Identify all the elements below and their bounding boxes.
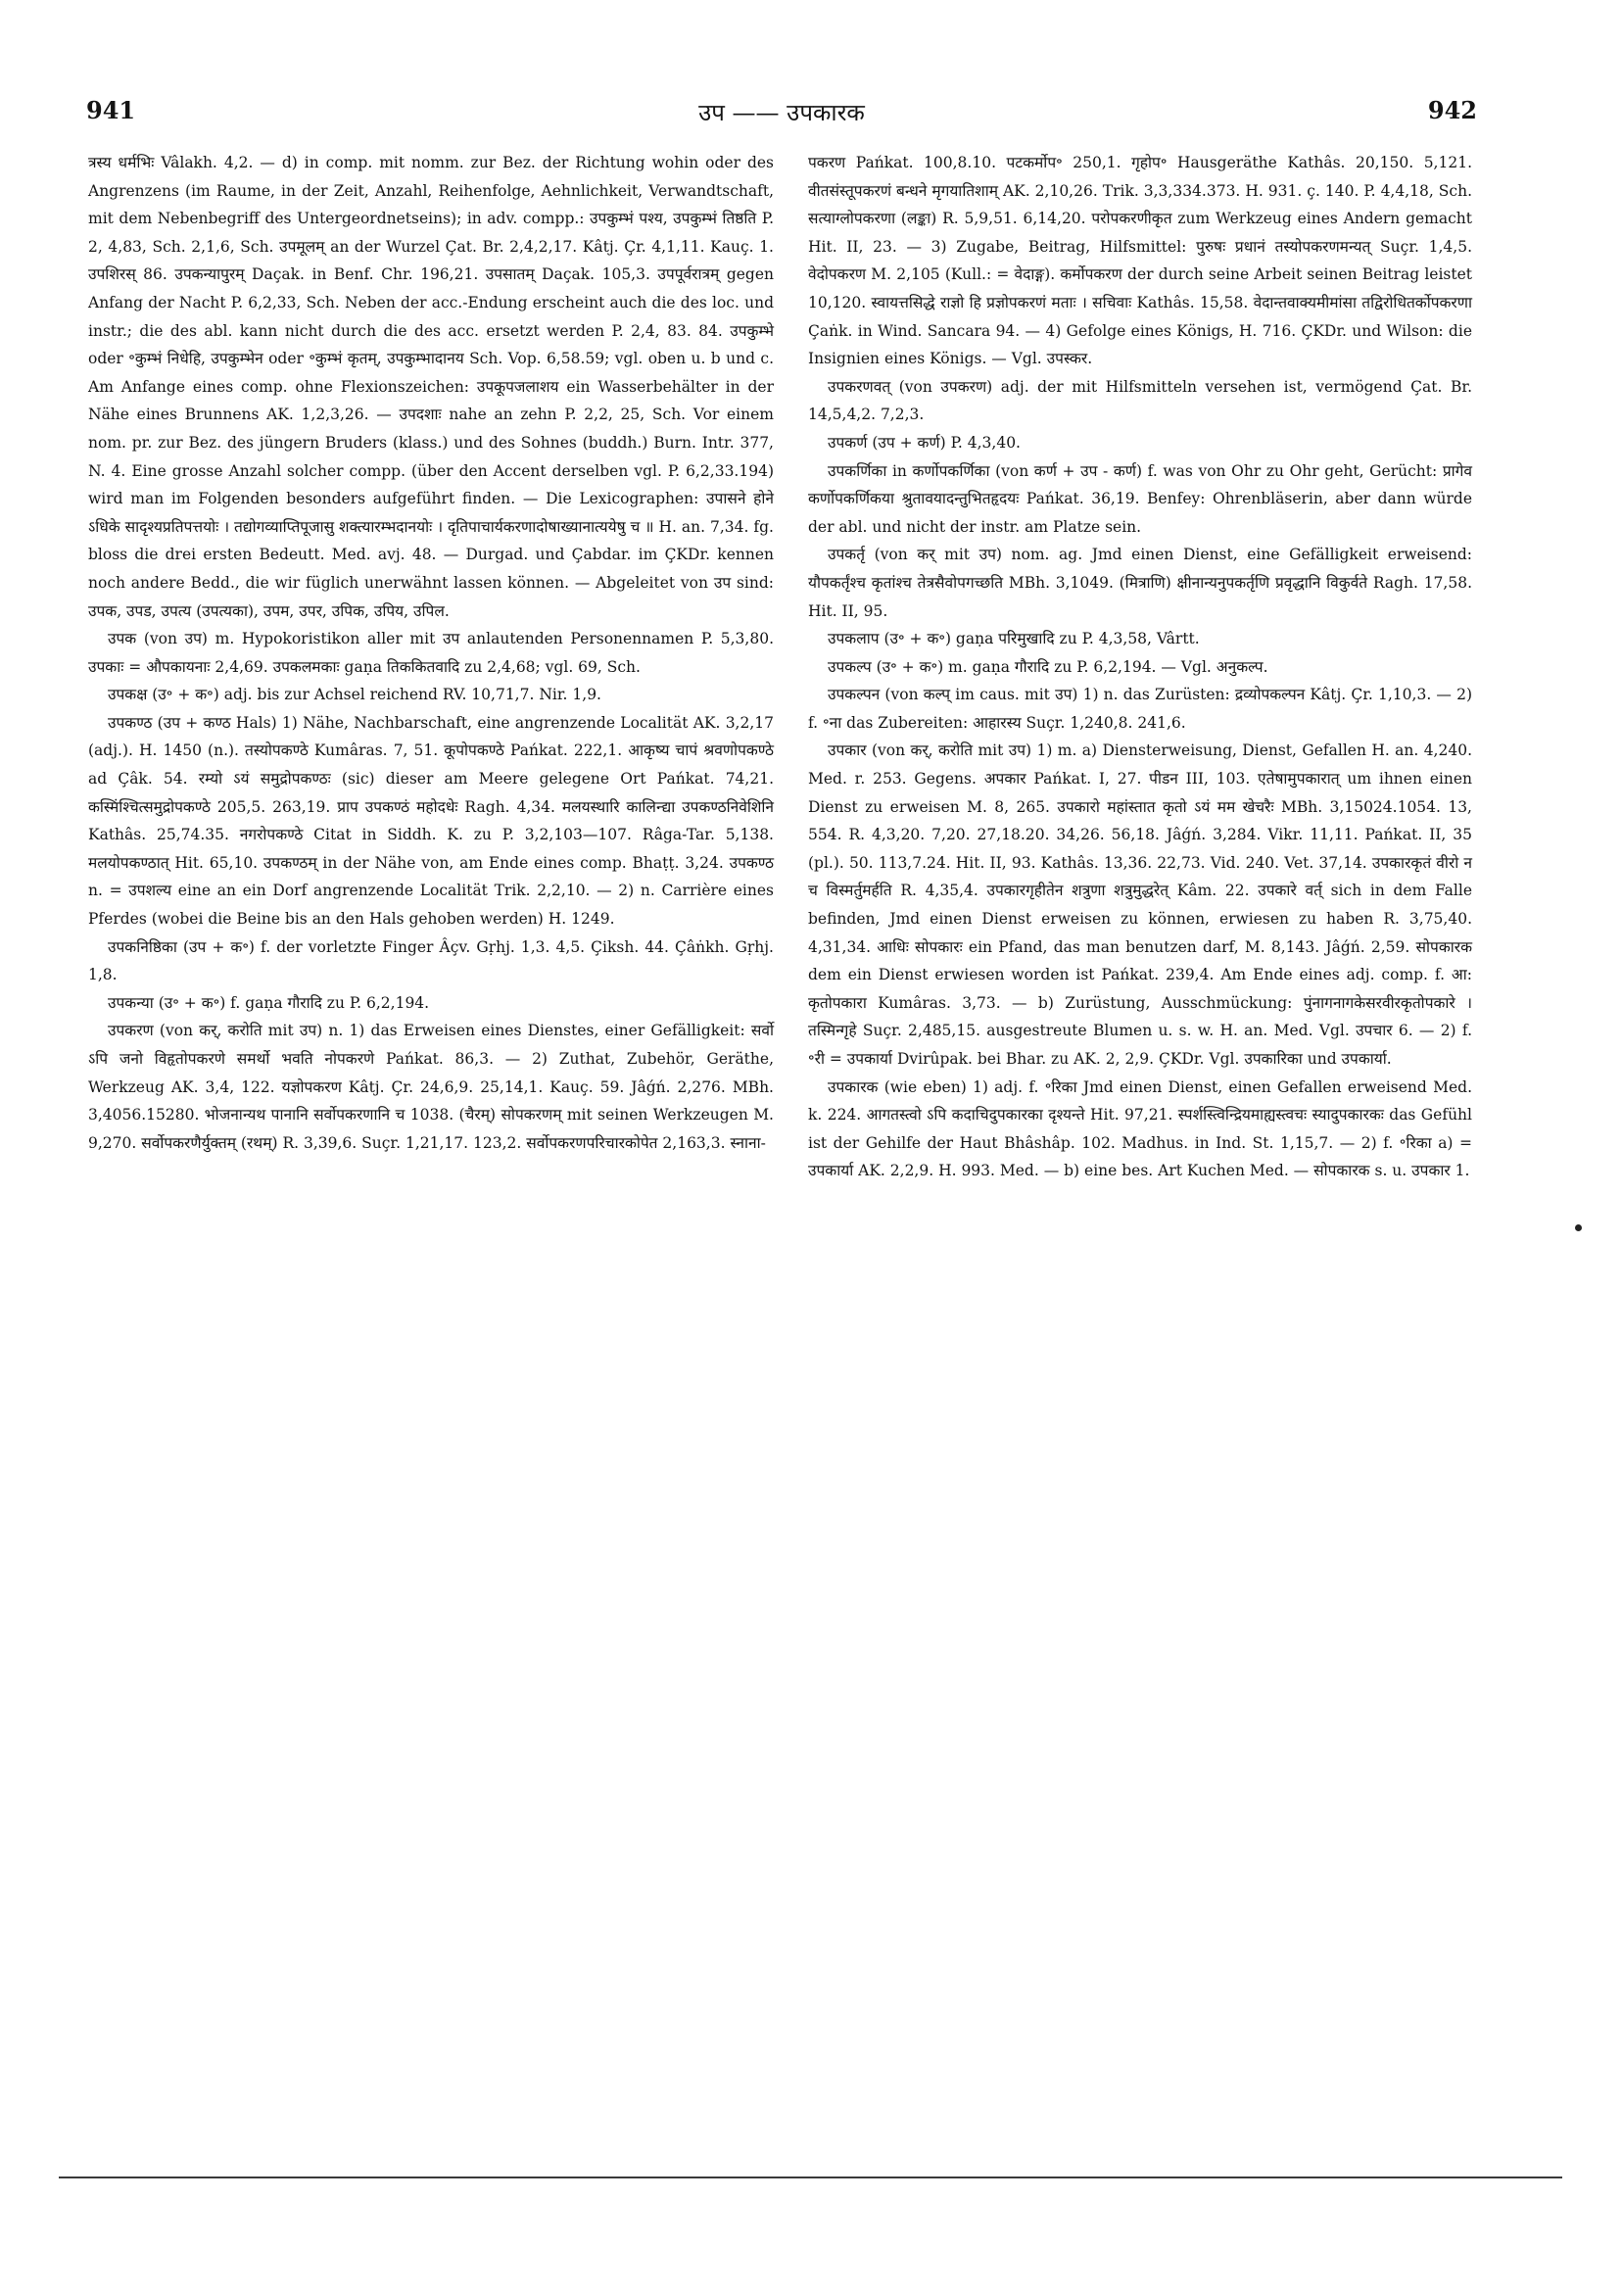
page-number-left: 941 (86, 96, 136, 124)
entry-paragraph: उपकल्प (उ॰ + क॰) m. gaṇa गौरादि zu P. 6,2,194. — Vgl. अनुकल्प. (828, 657, 1268, 676)
entry-paragraph: उपकरण (von कर्, करोति mit उप) n. 1) das Erweisen eines Dienstes, einer Gefälligkeit: सर्वो ऽपि जनो विहृतोपकरणे समर्थो भवति नोपकरणे Pańkat. 86,3. — 2) Zuthat, Zubehör, Geräthe, Werkzeug AK. 3,4, 122. यज्ञोपकरण Kâtj. Çr. 24,6,9. 25,14,1. Kauç. 59. Jâǵń. 2,276. MBh. 3,4056.15280. भोजनान्यथ पानानि सर्वोपकरणानि च 1038. (चैरम्) सोपकरणम् mit seinen Werkzeugen M. 9,270. सर्वोपकरणैर्युक्तम् (रथम्) R. 3,39,6. Suçr. 1,21,17. 123,2. सर्वोपकरणपरिचारकोपेत 2,163,3. स्नाना- (88, 1022, 774, 1152)
entry-paragraph: उपकार (von कर्, करोति mit उप) 1) m. a) Diensterweisung, Dienst, Gefallen H. an. 4,240. Med. r. 253. Gegens. अपकार Pańkat. I, 27. पीडन III, 103. एतेषामुपकारात् um ihnen einen Dienst zu erweisen M. 8, 265. उपकारो महांस्तात कृतो ऽयं मम खेचरैः MBh. 3,15024.1054. 13, 554. R. 4,3,20. 7,20. 27,18.20. 34,26. 56,18. Jâǵń. 3,284. Vikr. 11,11. Pańkat. II, 35 (pl.). 50. 113,7.24. Hit. II, 93. Kathâs. 13,36. 22,73. Vid. 240. Vet. 37,14. उपकारकृतं वीरो न च विस्मर्तुमर्हति R. 4,35,4. उपकारगृहीतेन शत्रुणा शत्रुमुद्धरेत् Kâm. 22. उपकारे वर्त् sich in dem Falle befinden, Jmd einen Dienst erweisen zu können, erwiesen zu haben R. 3,75,40. 4,31,34. आधिः सोपकारः ein Pfand, das man benutzen darf, M. 8,143. Jâǵń. 2,59. सोपकारक dem ein Dienst erwiesen worden ist Pańkat. 239,4. Am Ende eines adj. comp. f. आ: कृतोपकारा Kumâras. 3,73. — b) Zurüstung, Ausschmückung: पुंनागनागकेसरवीरकृतोपकारे । तस्मिन्गृहे Suçr. 2,485,15. ausgestreute Blumen u. s. w. H. an. Med. Vgl. उपचार 6. — 2) f. ॰री = उपकार्या Dvirûpak. bei Bhar. zu AK. 2, 2,9. ÇKDr. Vgl. उपकारिका und उपकार्या. (808, 741, 1472, 1068)
entry-paragraph: उपकारक (wie eben) 1) adj. f. ॰रिका Jmd einen Dienst, einen Gefallen erweisend Med. k. 224. आगतस्त्वो ऽपि कदाचिदुपकारका दृश्यन्ते Hit. 97,21. स्पर्शस्त्विन्द्रियमाह्यस्त्वचः स्यादुपकारकः das Gefühl ist der Gehilfe der Haut Bhâshâp. 102. Madhus. in Ind. St. 1,15,7. — 2) f. ॰रिका a) = उपकार्या AK. 2,2,9. H. 993. Med. — b) eine bes. Art Kuchen Med. — सोपकारक s. u. उपकार 1. (808, 1077, 1472, 1180)
entry-paragraph: उपक (von उप) m. Hypokoristikon aller mit उप anlautenden Personennamen P. 5,3,80. उपकाः = औपकायनाः 2,4,69. उपकलमकाः gaṇa तिककितवादि zu 2,4,68; vgl. 69, Sch. (88, 630, 774, 676)
running-title: उप —— उपकारक (698, 99, 865, 126)
page-number-right: 942 (1427, 96, 1477, 124)
entry-paragraph: उपकलाप (उ॰ + क॰) gaṇa परिमुखादि zu P. 4,3,58, Vârtt. (828, 630, 1200, 648)
left-column (88, 149, 774, 1157)
entry-paragraph: त्रस्य धर्मभिः Vâlakh. 4,2. — d) in comp. mit nomm. zur Bez. der Richtung wohin oder des Angrenzens (im Raume, in der Zeit, Anzahl, Reihenfolge, Aehnlichkeit, Verwandtschaft, mit dem Nebenbegriff des Untergeordnetseins); in adv. compp.: उपकुम्भं पश्य, उपकुम्भं तिष्ठति P. 2, 4,83, Sch. 2,1,6, Sch. उपमूलम् an der Wurzel Çat. Br. 2,4,2,17. Kâtj. Çr. 4,1,11. Kauç. 1. उपशिरस् 86. उपकन्यापुरम् Daçak. in Benf. Chr. 196,21. उपसातम् Daçak. 105,3. उपपूर्वरात्रम् gegen Anfang der Nacht P. 6,2,33, Sch. Neben der acc.-Endung erscheint auch die des loc. und instr.; die des abl. kann nicht durch die des acc. ersetzt werden P. 2,4, 83. 84. उपकुम्भे oder ॰कुम्भं निधेहि, उपकुम्भेन oder ॰कुम्भं कृतम्, उपकुम्भादानय Sch. Vop. 6,58.59; vgl. oben u. b und c. Am Anfange eines comp. ohne Flexionszeichen: उपकूपजलाशय ein Wasserbehälter in der Nähe eines Brunnens AK. 1,2,3,26. — उपदशाः nahe an zehn P. 2,2, 25, Sch. Vor einem nom. pr. zur Bez. des jüngern Bruders (klass.) und des Sohnes (buddh.) Burn. Intr. 377, N. 4. Eine grosse Anzahl solcher compp. (über den Accent derselben vgl. P. 6,2,33.194) wird man im Folgenden besonders aufgeführt finden. — Die Lexicographen: उपासने होने ऽधिके सादृश्यप्रतिपत्तयोः । तद्योगव्याप्तिपूजासु शक्त्यारम्भदानयोः । दृतिपाचार्यकरणादोषाख्यानात्ययेषु च ॥ H. an. 7,34. fg. bloss die drei ersten Bedeutt. Med. avj. 48. — Durgad. und Çabdar. im ÇKDr. kennen noch andere Bedd., die wir füglich unerwähnt lassen können. — Abgeleitet von उप sind: उपक, उपड, उपत्य (उपत्यका), उपम, उपर, उपिक, उपिय, उपिल. (88, 154, 774, 620)
margin-dot (1575, 1224, 1582, 1231)
entry-paragraph: उपकर्ण (उप + कर्ण) P. 4,3,40. (828, 433, 1021, 452)
entry-paragraph: उपकनिष्ठिका (उप + क॰) f. der vorletzte Finger Âçv. Gṛhj. 1,3. 4,5. Çiksh. 44. Çâṅkh. Gṛhj. 1,8. (88, 937, 774, 984)
entry-paragraph: उपकक्ष (उ॰ + क॰) adj. bis zur Achsel reichend RV. 10,71,7. Nir. 1,9. (108, 686, 601, 704)
entry-paragraph: उपकर्णिका in कर्णोपकर्णिका (von कर्ण + उप - कर्ण) f. was von Ohr zu Ohr geht, Gerücht: प्रागेव कर्णोपकर्णिकया श्रुतावयादन्तुभितहृदयः Pańkat. 36,19. Benfey: Ohrenbläserin, aber dann würde der abl. und nicht der instr. am Platze sein. (808, 461, 1472, 536)
page-header (86, 96, 1477, 135)
entry-paragraph: उपकरणवत् (von उपकरण) adj. der mit Hilfsmitteln versehen ist, vermögend Çat. Br. 14,5,4,2. 7,2,3. (808, 377, 1472, 424)
entry-paragraph: उपकल्पन (von कल्प् im caus. mit उप) 1) n. das Zurüsten: द्रव्योपकल्पन Kâtj. Çr. 1,10,3. — 2) f. ॰ना das Zubereiten: आहारस्य Suçr. 1,240,8. 241,6. (808, 686, 1472, 732)
entry-paragraph: उपकन्या (उ॰ + क॰) f. gaṇa गौरादि zu P. 6,2,194. (108, 993, 430, 1012)
right-column (808, 149, 1472, 1185)
footer-rule (59, 2176, 1562, 2178)
entry-paragraph: उपकण्ठ (उप + कण्ठ Hals) 1) Nähe, Nachbarschaft, eine angrenzende Localität AK. 3,2,17 (adj.). H. 1450 (n.). तस्योपकण्ठे Kumâras. 7, 51. कूपोपकण्ठे Pańkat. 222,1. आकृष्य चापं श्रवणोपकण्ठे ad Çâk. 54. रम्यो ऽयं समुद्रोपकण्ठः (sic) dieser am Meere gelegene Ort Pańkat. 74,21. कस्मिंश्चित्समुद्रोपकण्ठे 205,5. 263,19. प्राप उपकण्ठं महोदधेः Ragh. 4,34. मलयस्थारि कालिन्द्या उपकण्ठनिवेशिनि Kathâs. 25,74.35. नगरोपकण्ठे Citat in Siddh. K. zu P. 3,2,103—107. Râga-Tar. 5,138. मलयोपकण्ठात् Hit. 65,10. उपकण्ठम् in der Nähe von, am Ende eines comp. Bhaṭṭ. 3,24. उपकण्ठ n. = उपशल्य eine an ein Dorf angrenzende Localität Trik. 2,2,10. — 2) n. Carrière eines Pferdes (wobei die Beine bis an den Hals gehoben werden) H. 1249. (88, 713, 774, 929)
entry-paragraph: पकरण Pańkat. 100,8.10. पटकर्मोप॰ 250,1. गृहोप॰ Hausgeräthe Kathâs. 20,150. 5,121. वीतसंस्तूपकरणं बन्धने मृगयातिशाम् AK. 2,10,26. Trik. 3,3,334.373. H. 931. ç. 140. P. 4,4,18, Sch. सत्याग्लोपकरणा (लङ्का) R. 5,9,51. 6,14,20. परोपकरणीकृत zum Werkzeug eines Andern gemacht Hit. II, 23. — 3) Zugabe, Beitrag, Hilfsmittel: पुरुषः प्रधानं तस्योपकरणमन्यत् Suçr. 1,4,5. वेदोपकरण M. 2,105 (Kull.: = वेदाङ्ग). कर्मोपकरण der durch seine Arbeit seinen Beitrag leistet 10,120. स्वायत्तसिद्धे राज्ञो हि प्रज्ञोपकरणं मताः । सचिवाः Kathâs. 15,58. वेदान्तवाक्यमीमांसा तद्विरोधितर्कोपकरणा Çaṅk. in Wind. Sancara 94. — 4) Gefolge eines Königs, H. 716. ÇKDr. und Wilson: die Insignien eines Königs. — Vgl. उपस्कर. (808, 154, 1472, 368)
entry-paragraph: उपकर्तृ (von कर् mit उप) nom. ag. Jmd einen Dienst, eine Gefälligkeit erweisend: यौपकर्तृंश्च कृतांश्च तेत्रसैवोपगच्छति MBh. 3,1049. (मित्राणि) क्षीनान्यनुपकर्तृणि प्रवृद्धानि विकुर्वते Ragh. 17,58. Hit. II, 95. (808, 546, 1472, 620)
